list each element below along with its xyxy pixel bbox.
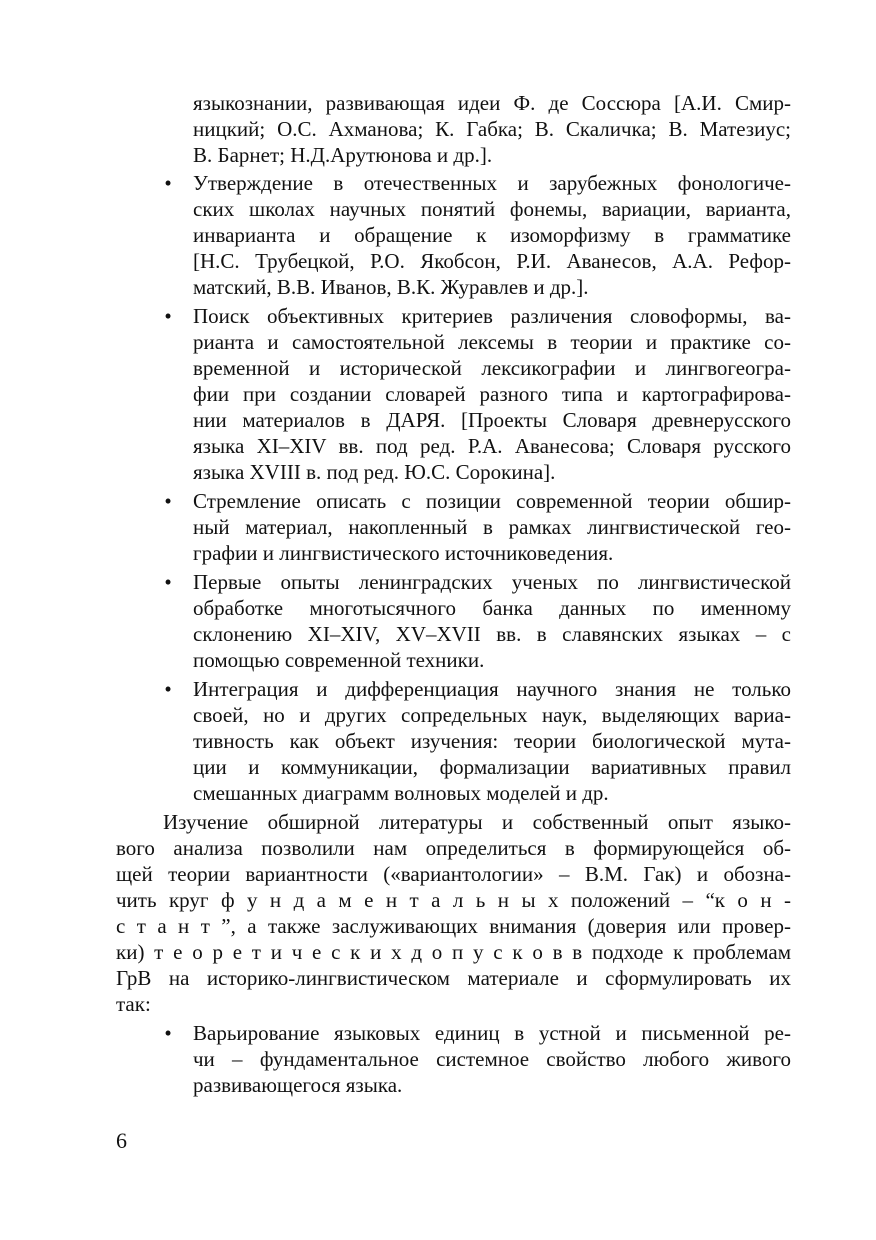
bullet-marker: •: [164, 489, 172, 513]
text-line: нии материалов в ДАРЯ. [Проекты Словаря древнерусского: [193, 408, 791, 432]
text-line: Первые опыты ленинградских ученых по лингвистической: [193, 570, 791, 594]
text-line: обработке многотысячного банка данных по именному: [193, 596, 791, 620]
bullet-marker: •: [164, 304, 172, 328]
bullet-marker: •: [164, 1021, 172, 1045]
paragraph-line: ки) т е о р е т и ч е с к и х д о п у с к о в в подходе к проблемам: [116, 940, 791, 964]
text-line: чи – фундаментальное системное свойство любого живого: [193, 1047, 791, 1071]
paragraph-line: так:: [116, 992, 151, 1016]
text-line: графии и лингвистического источниковедения.: [193, 541, 614, 565]
text-line: тивность как объект изучения: теории биологической мута-: [193, 729, 791, 753]
text-line: ницкий; О.С. Ахманова; К. Габка; В. Скаличка; В. Матезиус;: [193, 117, 791, 141]
text-line: языкознании, развивающая идеи Ф. де Соссюра [А.И. Смир-: [193, 91, 791, 115]
text-line: [Н.С. Трубецкой, Р.О. Якобсон, Р.И. Аванесов, А.А. Рефор-: [193, 249, 791, 273]
text-line: языка XI–XIV вв. под ред. Р.А. Аванесова; Словаря русского: [193, 434, 791, 458]
text-line: развивающегося языка.: [193, 1073, 403, 1097]
paragraph-line: щей теории вариантности («вариантологии» – В.М. Гак) и обозна-: [116, 862, 791, 886]
text-line: рианта и самостоятельной лексемы в теории и практике со-: [193, 330, 791, 354]
text-line: временной и исторической лексикографии и лингвогеогра-: [193, 356, 791, 380]
text-line: ции и коммуникации, формализации вариативных правил: [193, 755, 791, 779]
text-line: помощью современной техники.: [193, 648, 485, 672]
paragraph-line: Изучение обширной литературы и собственный опыт языко-: [163, 810, 791, 834]
text-line: склонению XI–XIV, XV–XVII вв. в славянских языках – с: [193, 622, 791, 646]
text-line: смешанных диаграмм волновых моделей и др.: [193, 781, 609, 805]
text-line: Варьирование языковых единиц в устной и письменной ре-: [193, 1021, 791, 1045]
text-line: ный материал, накопленный в рамках лингвистической гео-: [193, 515, 791, 539]
bullet-marker: •: [164, 171, 172, 195]
bullet-marker: •: [164, 677, 172, 701]
page-number: 6: [116, 1128, 127, 1153]
bullet-marker: •: [164, 570, 172, 594]
text-line: инварианта и обращение к изоморфизму в грамматике: [193, 223, 791, 247]
text-line: Интеграция и дифференциация научного знания не только: [193, 677, 791, 701]
paragraph-line: ГрВ на историко-лингвистическом материале и сформулировать их: [116, 966, 791, 990]
paragraph-line: вого анализа позволили нам определиться в формирующейся об-: [116, 836, 791, 860]
paragraph-line: чить круг ф у н д а м е н т а л ь н ы х положений – “к о н -: [116, 888, 791, 912]
text-line: В. Барнет; Н.Д.Арутюнова и др.].: [193, 143, 493, 167]
text-line: матский, В.В. Иванов, В.К. Журавлев и др.].: [193, 275, 589, 299]
text-line: Утверждение в отечественных и зарубежных фонологиче-: [193, 171, 791, 195]
text-line: языка XVIII в. под ред. Ю.С. Сорокина].: [193, 460, 556, 484]
text-line: Стремление описать с позиции современной теории обшир-: [193, 489, 791, 513]
paragraph-line: с т а н т ”, а также заслуживающих внимания (доверия или провер-: [116, 914, 791, 938]
text-line: ских школах научных понятий фонемы, вариации, варианта,: [193, 197, 791, 221]
text-line: Поиск объективных критериев различения словоформы, ва-: [193, 304, 791, 328]
text-line: фии при создании словарей разного типа и картографирова-: [193, 382, 791, 406]
text-line: своей, но и других сопредельных наук, выделяющих вариа-: [193, 703, 791, 727]
